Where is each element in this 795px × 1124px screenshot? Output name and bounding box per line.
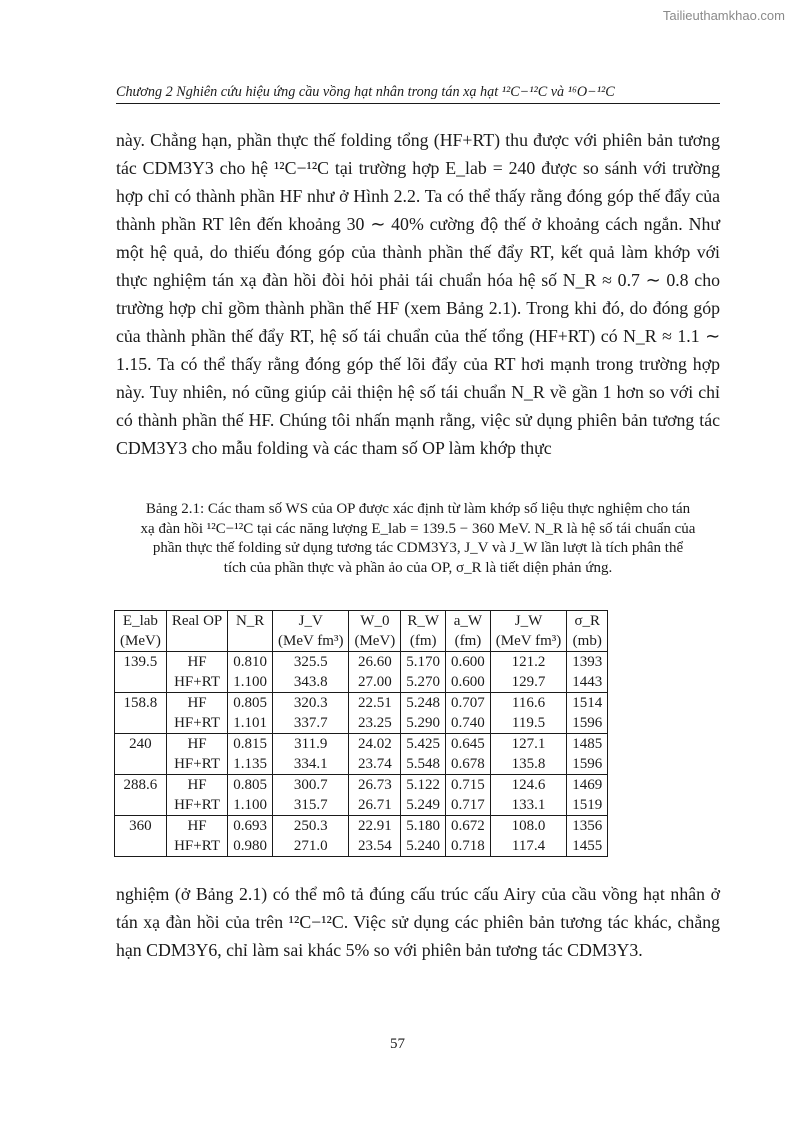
table-cell: HF+RT [166,836,227,857]
running-header: Chương 2 Nghiên cứu hiệu ứng cầu vồng hạt nhân trong tán xạ hạt ¹²C−¹²C và ¹⁶O−¹²C [116,84,720,104]
column-header [115,611,167,652]
table-cell: 0.810 [228,652,273,673]
column-header [166,611,227,652]
table-cell: 1469 [567,775,608,796]
table-cell: HF [166,734,227,755]
column-header [349,611,401,652]
table-cell: 26.73 [349,775,401,796]
column-header-symbol: N_R [235,613,265,629]
table-cell: 22.51 [349,693,401,714]
table-cell: 1443 [567,672,608,693]
paragraph-1: này. Chẳng hạn, phần thực thế folding tổng (HF+RT) thu được với phiên bản tương tác CDM3Y3 cho hệ ¹²C−¹²C tại trường hợp E_lab = 240 được so sánh với trường hợp chỉ có thành phần HF như ở Hình 2.2. Ta có thể thấy rằng đóng góp thế đẩy của thành phần RT lên đến khoảng 30 ∼ 40% cường độ thế ở khoảng cách ngắn. Như một hệ quả, do thiếu đóng góp của thành phần thế đẩy RT, kết quả làm khớp với thực nghiệm tán xạ đàn hồi đòi hỏi phải tái chuẩn hóa hệ số N_R ≈ 0.7 ∼ 0.8 cho trường hợp chỉ gồm thành phần thế HF (xem Bảng 2.1). Trong khi đó, do đóng góp của thành phần thế đẩy RT, hệ số tái chuẩn của thế tổng (HF+RT) có N_R ≈ 1.1 ∼ 1.15. Ta có thể thấy rằng đóng góp thế lõi đẩy của RT hơi mạnh trong trường hợp này. Tuy nhiên, nó cũng giúp cải thiện hệ số tái chuẩn N_R về gần 1 hơn so với chỉ có thành phần thế HF. Chúng tôi nhấn mạnh rằng, việc sử dụng phiên bản tương tác CDM3Y3 cho mẫu folding và các tham số OP làm khớp thực [116,130,720,458]
column-header-symbol: E_lab [122,613,158,629]
paragraph-2: nghiệm (ở Bảng 2.1) có thể mô tả đúng cấu trúc cấu Airy của cầu vồng hạt nhân ở tán xạ đàn hồi của trên ¹²C−¹²C. Việc sử dụng các phiên bản tương tác khác, chẳng hạn CDM3Y6, chỉ làm sai khác 5% so với phiên bản tương tác CDM3Y3. [116,884,720,960]
table-row [115,693,608,714]
column-header-symbol: J_V [298,613,323,629]
table-cell: 5.249 [401,795,446,816]
table-cell: 0.740 [446,713,491,734]
table-cell: 124.6 [490,775,566,796]
table-cell: 117.4 [490,836,566,857]
table-cell: 23.54 [349,836,401,857]
table-cell: 1356 [567,816,608,837]
page-number: 57 [390,1036,405,1052]
table-cell: 0.672 [446,816,491,837]
table-cell: 250.3 [273,816,349,837]
table-row [115,652,608,673]
column-header-unit: (fm) [454,633,482,649]
table-cell: 5.425 [401,734,446,755]
parameters-table-container [114,610,608,857]
table-header-row [115,611,608,652]
table-cell: 24.02 [349,734,401,755]
table-caption: Bảng 2.1: Các tham số WS của OP được xác định từ làm khớp số liệu thực nghiệm cho tán xạ đàn hồi ¹²C−¹²C tại các năng lượng E_lab = 139.5 − 360 MeV. N_R là hệ số tái chuẩn của phần thực thế folding sử dụng tương tác CDM3Y3, J_V và J_W lần lượt là tích phân thể tích của phần thực và phần ảo của OP, σ_R là tiết diện phản ứng. [140,501,696,576]
elab-cell: 288.6 [115,775,167,796]
elab-cell [115,672,167,693]
table-cell: 0.693 [228,816,273,837]
table-cell: 119.5 [490,713,566,734]
table-row [115,816,608,837]
elab-cell: 240 [115,734,167,755]
column-header [273,611,349,652]
column-header-symbol: σ_R [574,613,601,629]
table-cell: 116.6 [490,693,566,714]
table-cell: 311.9 [273,734,349,755]
column-header [401,611,446,652]
table-cell: 320.3 [273,693,349,714]
table-cell: 135.8 [490,754,566,775]
elab-cell: 158.8 [115,693,167,714]
table-cell: 0.600 [446,672,491,693]
column-header-unit: (mb) [572,633,602,649]
table-cell: 26.60 [349,652,401,673]
table-row [115,775,608,796]
table-row [115,672,608,693]
table-cell: 0.715 [446,775,491,796]
table-cell: 23.74 [349,754,401,775]
table-cell: 300.7 [273,775,349,796]
table-cell: HF [166,816,227,837]
column-header-unit: (MeV) [354,633,396,649]
table-cell: 0.600 [446,652,491,673]
table-cell: HF+RT [166,795,227,816]
table-cell: 1514 [567,693,608,714]
column-header [567,611,608,652]
table-cell: HF [166,693,227,714]
table-cell: 1455 [567,836,608,857]
table-cell: HF+RT [166,672,227,693]
elab-cell [115,754,167,775]
table-row [115,734,608,755]
table-cell: 0.805 [228,775,273,796]
column-header-symbol: Real OP [171,613,223,629]
table-cell: 1393 [567,652,608,673]
elab-cell [115,795,167,816]
column-header-unit: (MeV fm³) [495,633,562,649]
column-header-symbol: R_W [407,613,439,629]
table-cell: 1596 [567,713,608,734]
table-row [115,713,608,734]
table-cell: 337.7 [273,713,349,734]
table-cell: 27.00 [349,672,401,693]
column-header-symbol: a_W [453,613,483,629]
table-cell: HF+RT [166,713,227,734]
column-header-symbol: J_W [514,613,543,629]
table-cell: 0.678 [446,754,491,775]
column-header [490,611,566,652]
table-cell: 0.815 [228,734,273,755]
elab-cell: 360 [115,816,167,837]
elab-cell [115,836,167,857]
column-header-symbol: W_0 [360,613,390,629]
table-cell: 343.8 [273,672,349,693]
table-cell: 1.100 [228,672,273,693]
table-row [115,795,608,816]
table-cell: 5.180 [401,816,446,837]
table-cell: 5.548 [401,754,446,775]
table-cell: 0.980 [228,836,273,857]
table-cell: 1.101 [228,713,273,734]
table-cell: 271.0 [273,836,349,857]
table-cell: 1519 [567,795,608,816]
table-cell: 127.1 [490,734,566,755]
table-cell: 5.240 [401,836,446,857]
table-cell: 0.805 [228,693,273,714]
table-cell: 334.1 [273,754,349,775]
table-cell: 0.717 [446,795,491,816]
column-header-unit: (MeV) [120,633,161,649]
table-cell: 5.270 [401,672,446,693]
table-cell: 5.290 [401,713,446,734]
table-cell: 129.7 [490,672,566,693]
table-cell: 5.170 [401,652,446,673]
watermark: Tailieuthamkhao.com [662,8,785,23]
table-cell: 0.718 [446,836,491,857]
column-header [228,611,273,652]
table-cell: 0.645 [446,734,491,755]
column-header-unit: (fm) [409,633,437,649]
column-header [446,611,491,652]
table-row [115,836,608,857]
table-cell: 1596 [567,754,608,775]
elab-cell [115,713,167,734]
table-cell: 325.5 [273,652,349,673]
column-header-unit: (MeV fm³) [278,633,344,649]
parameters-table [114,610,608,857]
table-cell: 1485 [567,734,608,755]
table-cell: 26.71 [349,795,401,816]
table-cell: 23.25 [349,713,401,734]
table-cell: HF [166,775,227,796]
elab-cell: 139.5 [115,652,167,673]
table-cell: 315.7 [273,795,349,816]
table-row [115,754,608,775]
table-cell: 1.100 [228,795,273,816]
table-cell: 5.122 [401,775,446,796]
table-cell: 22.91 [349,816,401,837]
table-cell: 133.1 [490,795,566,816]
table-cell: HF [166,652,227,673]
table-cell: 108.0 [490,816,566,837]
table-cell: 5.248 [401,693,446,714]
table-cell: 1.135 [228,754,273,775]
table-cell: 0.707 [446,693,491,714]
table-cell: HF+RT [166,754,227,775]
table-cell: 121.2 [490,652,566,673]
